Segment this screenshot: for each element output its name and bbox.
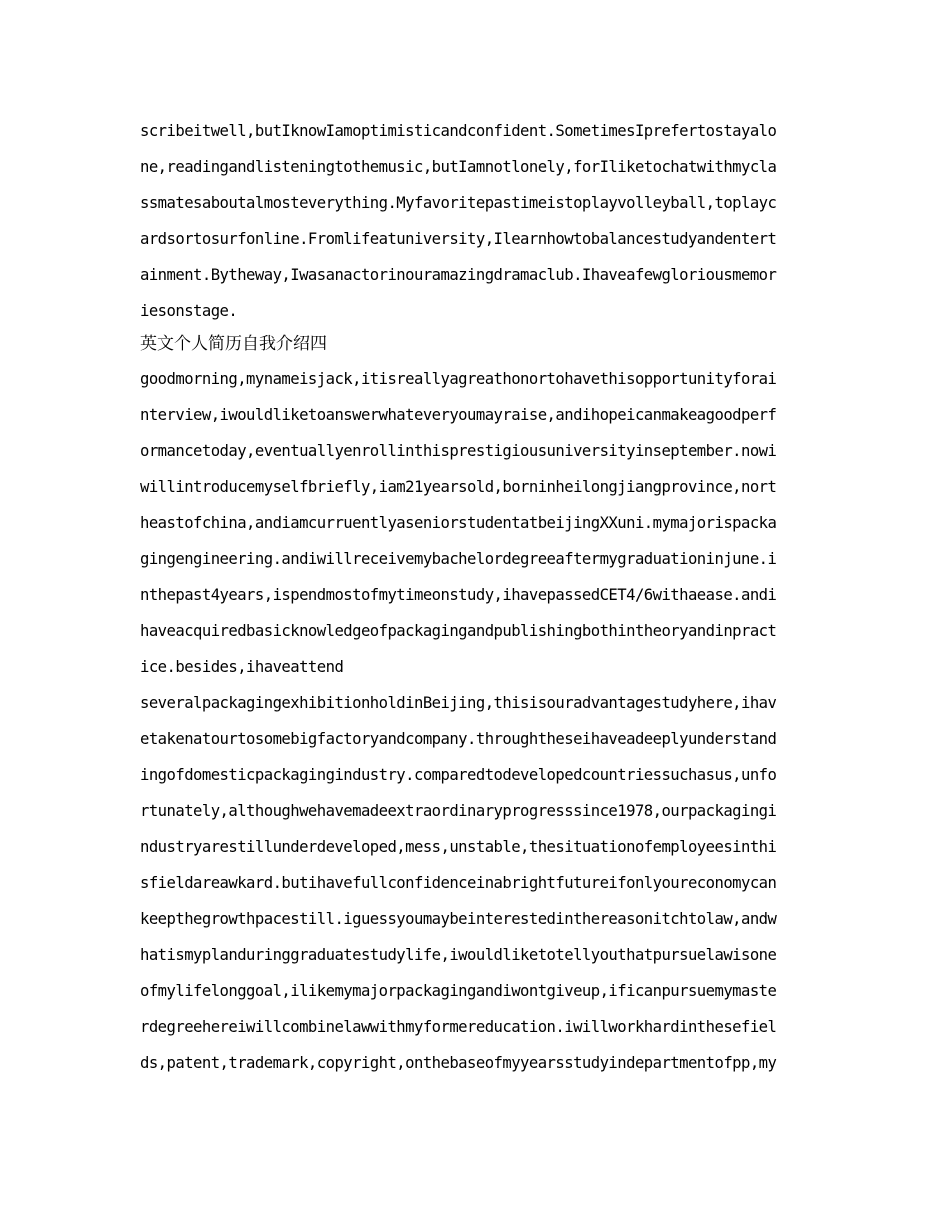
text-line: ssmatesaboutalmosteverything.Myfavoritepastimeistoplayvolleyball,toplayc (140, 194, 777, 212)
text-line: nthepast4years,ispendmostofmytimeonstudy,ihavepassedCET4/6withaease.andi (140, 586, 777, 604)
section-2 (140, 327, 812, 1081)
document-body (140, 113, 812, 1081)
section-heading: 英文个人简历自我介绍四 (140, 334, 327, 354)
text-line: haveacquiredbasicknowledgeofpackagingandpublishingbothintheoryandinpract (140, 622, 777, 640)
text-line: sfieldareawkard.butihavefullconfidenceinabrightfutureifonlyoureconomycan (140, 874, 777, 892)
text-line: rdegreehereiwillcombinelawwithmyformereducation.iwillworkhardinthesefiel (140, 1018, 777, 1036)
text-line: scribeitwell,butIknowIamoptimisticandconfident.SometimesIprefertostayalo (140, 122, 777, 140)
text-line: gingengineering.andiwillreceivemybachelordegreeaftermygraduationinjune.i (140, 550, 777, 568)
text-line: ormancetoday,eventuallyenrollinthisprestigiousuniversityinseptember.nowi (140, 442, 777, 460)
text-line: heastofchina,andiamcurruentlyaseniorstudentatbeijingXXuni.mymajorispacka (140, 514, 777, 532)
text-line: rtunately,althoughwehavemadeextraordinaryprogresssince1978,ourpackagingi (140, 802, 777, 820)
text-line: nterview,iwouldliketoanswerwhateveryoumayraise,andihopeicanmakeagoodperf (140, 406, 777, 424)
text-line: hatismyplanduringgraduatestudylife,iwouldliketotellyouthatpursuelawisone (140, 946, 777, 964)
text-line: ardsortosurfonline.Fromlifeatuniversity,Ilearnhowtobalancestudyandentert (140, 230, 777, 248)
text-line: goodmorning,mynameisjack,itisreallyagreathonortohavethisopportunityforai (140, 370, 777, 388)
text-line: keepthegrowthpacestill.iguessyoumaybeinterestedinthereasonitchtolaw,andw (140, 910, 777, 928)
text-line: ingofdomesticpackagingindustry.comparedtodevelopedcountriessuchasus,unfo (140, 766, 777, 784)
text-line: willintroducemyselfbriefly,iam21yearsold,borninheilongjiangprovince,nort (140, 478, 777, 496)
text-line: ndustryarestillunderdeveloped,mess,unstable,thesituationofemployeesinthi (140, 838, 777, 856)
text-line: iesonstage. (140, 302, 238, 320)
text-line: ds,patent,trademark,copyright,onthebaseofmyyearsstudyindepartmentofpp,my (140, 1054, 777, 1072)
text-line: ne,readingandlisteningtothemusic,butIamnotlonely,forIliketochatwithmycla (140, 158, 777, 176)
text-line: ofmylifelonggoal,ilikemymajorpackagingandiwontgiveup,ificanpursuemymaste (140, 982, 777, 1000)
text-line: severalpackagingexhibitionholdinBeijing,thisisouradvantagestudyhere,ihav (140, 694, 777, 712)
section-1 (140, 113, 812, 329)
text-line: ice.besides,ihaveattend (140, 658, 344, 676)
text-line: etakenatourtosomebigfactoryandcompany.throughtheseihaveadeeplyunderstand (140, 730, 777, 748)
text-line: ainment.Bytheway,Iwasanactorinouramazingdramaclub.Ihaveafewgloriousmemor (140, 266, 777, 284)
